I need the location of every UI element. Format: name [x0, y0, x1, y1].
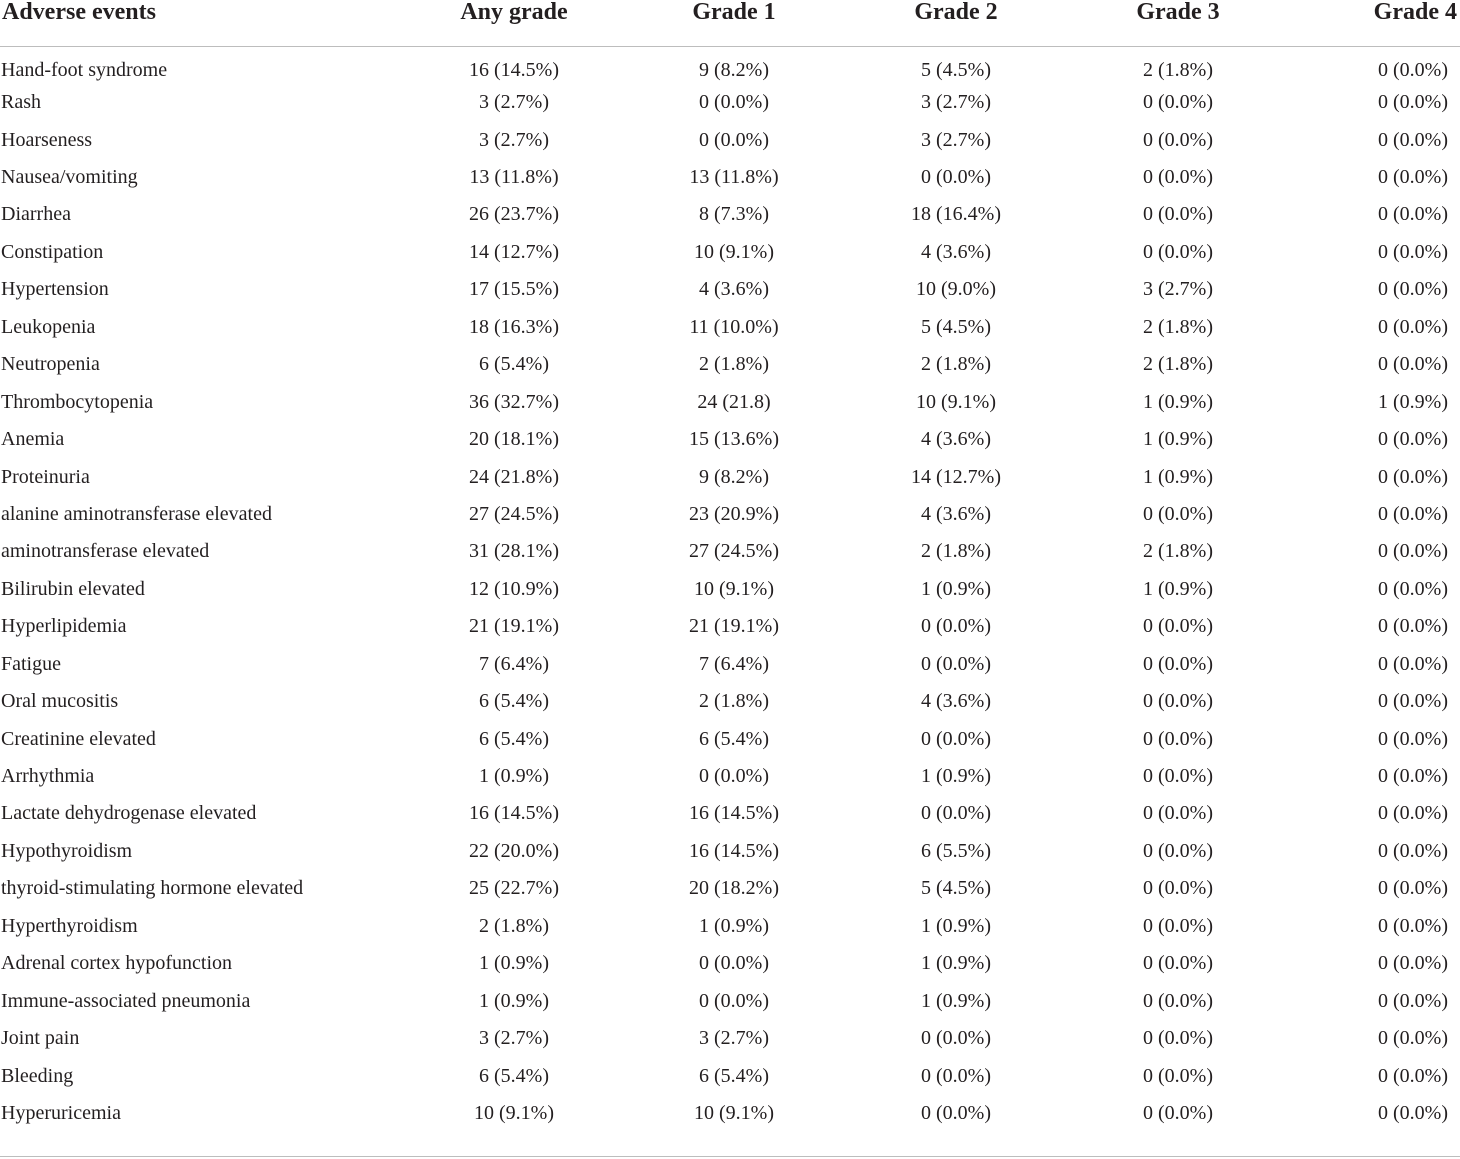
grade-2-cell: 5 (4.5%) — [921, 877, 991, 900]
any-grade-cell: 26 (23.7%) — [469, 203, 559, 226]
grade-2-cell: 2 (1.8%) — [921, 540, 991, 563]
grade-1-cell: 9 (8.2%) — [699, 58, 769, 81]
grade-1-cell: 16 (14.5%) — [689, 802, 779, 825]
grade-1-cell: 2 (1.8%) — [699, 353, 769, 376]
grade-1-cell: 27 (24.5%) — [689, 540, 779, 563]
grade-4-cell: 0 (0.0%) — [1378, 203, 1448, 226]
table-row — [0, 832, 1460, 869]
grade-4-cell: 0 (0.0%) — [1378, 465, 1448, 488]
grade-4-cell: 0 (0.0%) — [1378, 240, 1448, 263]
grade-3-cell: 0 (0.0%) — [1143, 502, 1213, 525]
grade-2-cell: 2 (1.8%) — [921, 353, 991, 376]
header-grade-2: Grade 2 — [840, 0, 1072, 46]
header-grade-3: Grade 3 — [1072, 0, 1284, 46]
grade-4-cell: 0 (0.0%) — [1378, 278, 1448, 301]
grade-1-cell: 10 (9.1%) — [694, 240, 774, 263]
grade-3-cell: 0 (0.0%) — [1143, 166, 1213, 189]
table-row — [0, 346, 1460, 383]
grade-1-cell: 0 (0.0%) — [699, 128, 769, 151]
table-row — [0, 308, 1460, 345]
any-grade-cell: 20 (18.1%) — [469, 428, 559, 451]
grade-3-cell: 1 (0.9%) — [1143, 428, 1213, 451]
event-name-cell: Fatigue — [1, 652, 61, 675]
grade-4-cell: 0 (0.0%) — [1378, 952, 1448, 975]
grade-1-cell: 11 (10.0%) — [689, 315, 779, 338]
grade-3-cell: 0 (0.0%) — [1143, 203, 1213, 226]
table-row — [0, 870, 1460, 907]
table-row — [0, 458, 1460, 495]
grade-4-cell: 0 (0.0%) — [1378, 91, 1448, 114]
any-grade-cell: 2 (1.8%) — [479, 914, 549, 937]
table-row — [0, 570, 1460, 607]
grade-4-cell: 0 (0.0%) — [1378, 166, 1448, 189]
table-row — [0, 121, 1460, 158]
event-name-cell: Oral mucositis — [1, 690, 119, 713]
table-row — [0, 945, 1460, 982]
any-grade-cell: 27 (24.5%) — [469, 502, 559, 525]
grade-1-cell: 13 (11.8%) — [689, 166, 779, 189]
grade-4-cell: 0 (0.0%) — [1378, 502, 1448, 525]
table-row — [0, 533, 1460, 570]
table-row — [0, 83, 1460, 120]
grade-3-cell: 0 (0.0%) — [1143, 989, 1213, 1012]
any-grade-cell: 6 (5.4%) — [479, 727, 549, 750]
grade-3-cell: 3 (2.7%) — [1143, 278, 1213, 301]
table-row — [0, 46, 1460, 83]
any-grade-cell: 21 (19.1%) — [469, 615, 559, 638]
grade-3-cell: 0 (0.0%) — [1143, 128, 1213, 151]
grade-3-cell: 0 (0.0%) — [1143, 877, 1213, 900]
any-grade-cell: 6 (5.4%) — [479, 1064, 549, 1087]
any-grade-cell: 7 (6.4%) — [479, 652, 549, 675]
grade-2-cell: 4 (3.6%) — [921, 240, 991, 263]
any-grade-cell: 1 (0.9%) — [479, 952, 549, 975]
grade-2-cell: 14 (12.7%) — [911, 465, 1001, 488]
grade-1-cell: 8 (7.3%) — [699, 203, 769, 226]
grade-3-cell: 0 (0.0%) — [1143, 1027, 1213, 1050]
table-row — [0, 196, 1460, 233]
header-grade-4: Grade 4 — [1284, 0, 1460, 46]
event-name-cell: Thrombocytopenia — [1, 390, 154, 413]
grade-1-cell: 0 (0.0%) — [699, 91, 769, 114]
grade-1-cell: 7 (6.4%) — [699, 652, 769, 675]
grade-2-cell: 3 (2.7%) — [921, 128, 991, 151]
event-name-cell: Rash — [1, 91, 41, 114]
grade-4-cell: 0 (0.0%) — [1378, 353, 1448, 376]
grade-4-cell: 0 (0.0%) — [1378, 839, 1448, 862]
bottom-rule — [0, 1156, 1460, 1157]
grade-1-cell: 16 (14.5%) — [689, 839, 779, 862]
grade-4-cell: 0 (0.0%) — [1378, 1027, 1448, 1050]
any-grade-cell: 1 (0.9%) — [479, 765, 549, 788]
grade-4-cell: 0 (0.0%) — [1378, 1101, 1448, 1124]
grade-3-cell: 0 (0.0%) — [1143, 839, 1213, 862]
grade-3-cell: 0 (0.0%) — [1143, 727, 1213, 750]
grade-4-cell: 0 (0.0%) — [1378, 1064, 1448, 1087]
any-grade-cell: 18 (16.3%) — [469, 315, 559, 338]
grade-3-cell: 1 (0.9%) — [1143, 390, 1213, 413]
grade-1-cell: 0 (0.0%) — [699, 765, 769, 788]
grade-3-cell: 2 (1.8%) — [1143, 540, 1213, 563]
header-row — [0, 0, 1460, 46]
table-row — [0, 1057, 1460, 1094]
table-row — [0, 420, 1460, 457]
event-name-cell: Hypertension — [1, 278, 109, 301]
grade-1-cell: 6 (5.4%) — [699, 727, 769, 750]
grade-4-cell: 0 (0.0%) — [1378, 914, 1448, 937]
any-grade-cell: 12 (10.9%) — [469, 577, 559, 600]
grade-4-cell: 0 (0.0%) — [1378, 128, 1448, 151]
any-grade-cell: 6 (5.4%) — [479, 353, 549, 376]
grade-3-cell: 0 (0.0%) — [1143, 1101, 1213, 1124]
grade-2-cell: 1 (0.9%) — [921, 577, 991, 600]
grade-3-cell: 0 (0.0%) — [1143, 615, 1213, 638]
any-grade-cell: 16 (14.5%) — [469, 58, 559, 81]
table-row — [0, 907, 1460, 944]
event-name-cell: Leukopenia — [1, 315, 96, 338]
table-row — [0, 1094, 1460, 1131]
grade-2-cell: 4 (3.6%) — [921, 428, 991, 451]
event-name-cell: Nausea/vomiting — [1, 166, 138, 189]
grade-2-cell: 4 (3.6%) — [921, 690, 991, 713]
grade-4-cell: 0 (0.0%) — [1378, 315, 1448, 338]
event-name-cell: Hyperuricemia — [1, 1101, 121, 1124]
grade-3-cell: 0 (0.0%) — [1143, 1064, 1213, 1087]
event-name-cell: Neutropenia — [1, 353, 100, 376]
grade-2-cell: 10 (9.0%) — [916, 278, 996, 301]
header-any-grade: Any grade — [400, 0, 628, 46]
grade-1-cell: 24 (21.8) — [697, 390, 771, 413]
grade-4-cell: 0 (0.0%) — [1378, 540, 1448, 563]
grade-4-cell: 0 (0.0%) — [1378, 989, 1448, 1012]
table-row — [0, 982, 1460, 1019]
table-row — [0, 383, 1460, 420]
grade-1-cell: 1 (0.9%) — [699, 914, 769, 937]
grade-1-cell: 21 (19.1%) — [689, 615, 779, 638]
table-row — [0, 233, 1460, 270]
any-grade-cell: 16 (14.5%) — [469, 802, 559, 825]
grade-4-cell: 0 (0.0%) — [1378, 765, 1448, 788]
grade-3-cell: 0 (0.0%) — [1143, 240, 1213, 263]
event-name-cell: alanine aminotransferase elevated — [1, 502, 272, 525]
grade-1-cell: 15 (13.6%) — [689, 428, 779, 451]
any-grade-cell: 24 (21.8%) — [469, 465, 559, 488]
grade-3-cell: 2 (1.8%) — [1143, 315, 1213, 338]
event-name-cell: Adrenal cortex hypofunction — [1, 952, 233, 975]
grade-2-cell: 18 (16.4%) — [911, 203, 1001, 226]
grade-4-cell: 0 (0.0%) — [1378, 690, 1448, 713]
grade-3-cell: 0 (0.0%) — [1143, 802, 1213, 825]
table-row — [0, 682, 1460, 719]
grade-4-cell: 0 (0.0%) — [1378, 727, 1448, 750]
any-grade-cell: 6 (5.4%) — [479, 690, 549, 713]
grade-2-cell: 6 (5.5%) — [921, 839, 991, 862]
grade-1-cell: 0 (0.0%) — [699, 952, 769, 975]
table-row — [0, 608, 1460, 645]
any-grade-cell: 3 (2.7%) — [479, 91, 549, 114]
table-header — [0, 0, 1460, 46]
any-grade-cell: 10 (9.1%) — [474, 1101, 554, 1124]
grade-4-cell: 0 (0.0%) — [1378, 577, 1448, 600]
table-row — [0, 1019, 1460, 1056]
grade-4-cell: 0 (0.0%) — [1378, 802, 1448, 825]
header-adverse-events: Adverse events — [0, 0, 400, 46]
header-grade-1: Grade 1 — [628, 0, 840, 46]
table-row — [0, 795, 1460, 832]
grade-2-cell: 1 (0.9%) — [921, 765, 991, 788]
grade-1-cell: 6 (5.4%) — [699, 1064, 769, 1087]
event-name-cell: Hoarseness — [1, 128, 93, 151]
grade-2-cell: 1 (0.9%) — [921, 989, 991, 1012]
any-grade-cell: 17 (15.5%) — [469, 278, 559, 301]
table-row — [0, 158, 1460, 195]
grade-3-cell: 0 (0.0%) — [1143, 690, 1213, 713]
any-grade-cell: 36 (32.7%) — [469, 390, 559, 413]
event-name-cell: Joint pain — [1, 1027, 80, 1050]
grade-2-cell: 0 (0.0%) — [921, 652, 991, 675]
table-row — [0, 645, 1460, 682]
event-name-cell: Bleeding — [1, 1064, 74, 1087]
event-name-cell: Hyperthyroidism — [1, 914, 138, 937]
grade-1-cell: 0 (0.0%) — [699, 989, 769, 1012]
grade-4-cell: 0 (0.0%) — [1378, 652, 1448, 675]
table-body — [0, 46, 1460, 1132]
grade-3-cell: 1 (0.9%) — [1143, 465, 1213, 488]
grade-1-cell: 23 (20.9%) — [689, 502, 779, 525]
grade-2-cell: 0 (0.0%) — [921, 1064, 991, 1087]
any-grade-cell: 3 (2.7%) — [479, 1027, 549, 1050]
any-grade-cell: 22 (20.0%) — [469, 839, 559, 862]
grade-3-cell: 0 (0.0%) — [1143, 914, 1213, 937]
grade-2-cell: 1 (0.9%) — [921, 914, 991, 937]
table-row — [0, 720, 1460, 757]
grade-4-cell: 0 (0.0%) — [1378, 428, 1448, 451]
grade-2-cell: 0 (0.0%) — [921, 727, 991, 750]
table-row — [0, 271, 1460, 308]
grade-2-cell: 3 (2.7%) — [921, 91, 991, 114]
grade-2-cell: 0 (0.0%) — [921, 802, 991, 825]
grade-1-cell: 3 (2.7%) — [699, 1027, 769, 1050]
any-grade-cell: 1 (0.9%) — [479, 989, 549, 1012]
grade-3-cell: 0 (0.0%) — [1143, 765, 1213, 788]
grade-1-cell: 4 (3.6%) — [699, 278, 769, 301]
grade-2-cell: 1 (0.9%) — [921, 952, 991, 975]
event-name-cell: Hypothyroidism — [1, 839, 133, 862]
event-name-cell: Constipation — [1, 240, 104, 263]
grade-1-cell: 9 (8.2%) — [699, 465, 769, 488]
grade-1-cell: 10 (9.1%) — [694, 1101, 774, 1124]
grade-3-cell: 1 (0.9%) — [1143, 577, 1213, 600]
event-name-cell: Proteinuria — [1, 465, 90, 488]
grade-3-cell: 0 (0.0%) — [1143, 952, 1213, 975]
event-name-cell: Creatinine elevated — [1, 727, 156, 750]
any-grade-cell: 3 (2.7%) — [479, 128, 549, 151]
grade-2-cell: 0 (0.0%) — [921, 166, 991, 189]
any-grade-cell: 31 (28.1%) — [469, 540, 559, 563]
grade-2-cell: 5 (4.5%) — [921, 58, 991, 81]
grade-1-cell: 20 (18.2%) — [689, 877, 779, 900]
grade-3-cell: 0 (0.0%) — [1143, 91, 1213, 114]
event-name-cell: Anemia — [1, 428, 65, 451]
event-name-cell: Lactate dehydrogenase elevated — [1, 802, 257, 825]
grade-3-cell: 0 (0.0%) — [1143, 652, 1213, 675]
any-grade-cell: 25 (22.7%) — [469, 877, 559, 900]
grade-2-cell: 10 (9.1%) — [916, 390, 996, 413]
grade-3-cell: 2 (1.8%) — [1143, 353, 1213, 376]
grade-2-cell: 4 (3.6%) — [921, 502, 991, 525]
event-name-cell: aminotransferase elevated — [1, 540, 210, 563]
grade-4-cell: 0 (0.0%) — [1378, 615, 1448, 638]
grade-4-cell: 0 (0.0%) — [1378, 877, 1448, 900]
event-name-cell: Immune-associated pneumonia — [1, 989, 251, 1012]
grade-3-cell: 2 (1.8%) — [1143, 58, 1213, 81]
grade-1-cell: 2 (1.8%) — [699, 690, 769, 713]
grade-2-cell: 0 (0.0%) — [921, 1101, 991, 1124]
grade-4-cell: 1 (0.9%) — [1378, 390, 1448, 413]
grade-2-cell: 0 (0.0%) — [921, 615, 991, 638]
event-name-cell: thyroid-stimulating hormone elevated — [1, 877, 304, 900]
any-grade-cell: 14 (12.7%) — [469, 240, 559, 263]
grade-4-cell: 0 (0.0%) — [1378, 58, 1448, 81]
event-name-cell: Hand-foot syndrome — [1, 58, 168, 81]
grade-2-cell: 0 (0.0%) — [921, 1027, 991, 1050]
grade-2-cell: 5 (4.5%) — [921, 315, 991, 338]
event-name-cell: Hyperlipidemia — [1, 615, 127, 638]
grade-1-cell: 10 (9.1%) — [694, 577, 774, 600]
event-name-cell: Diarrhea — [1, 203, 71, 226]
any-grade-cell: 13 (11.8%) — [469, 166, 559, 189]
event-name-cell: Bilirubin elevated — [1, 577, 145, 600]
table-row — [0, 495, 1460, 532]
event-name-cell: Arrhythmia — [1, 765, 95, 788]
table-row — [0, 757, 1460, 794]
